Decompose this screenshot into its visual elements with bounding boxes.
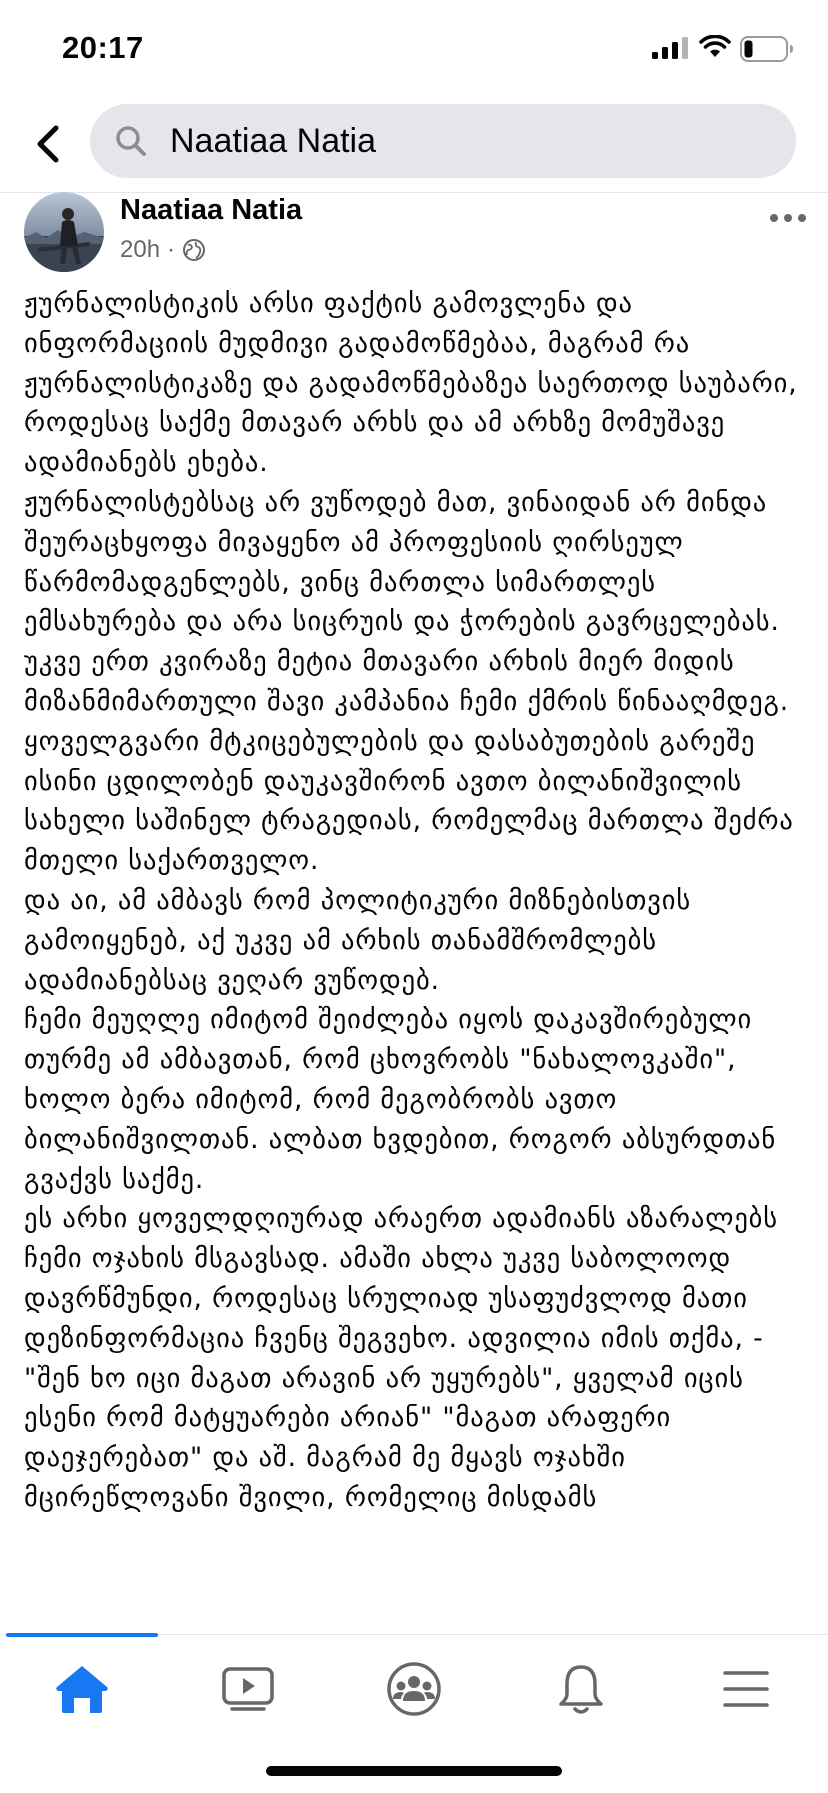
avatar-photo (24, 192, 104, 272)
menu-icon (722, 1669, 770, 1709)
chevron-left-icon (30, 118, 70, 170)
globe-icon (182, 238, 206, 262)
wifi-icon (699, 35, 731, 59)
post-author-name[interactable]: Naatiaa Natia (120, 194, 303, 226)
search-header (0, 96, 828, 193)
post-time[interactable]: 20h (120, 236, 161, 263)
more-horizontal-icon (768, 208, 808, 228)
battery-icon (740, 36, 794, 62)
notifications-icon (557, 1662, 605, 1716)
tab-watch[interactable] (212, 1659, 284, 1719)
status-bar (0, 0, 828, 96)
home-icon (54, 1663, 110, 1715)
back-button[interactable] (30, 118, 70, 170)
post-paragraph: უკვე ერთ კვირაზე მეტია მთავარი არხის მიერ მიდის მიზანმიმართული შავი კამპანია ჩემი ქმრის წინააღმდეგ. ყოველგვარი მტკიცებულების და დასაბუთების გარეშე ისინი ცდილობენ დაუკავშირონ ავთო ბილანიშვილის სახელი საშინელ ტრაგედიას, რომელმაც მართლა შეძრა მთელი საქართველო. (24, 646, 794, 877)
post-paragraph: ეს არხი ყოველდღიურად არაერთ ადამიანს აზარალებს ჩემი ოჯახის მსგავსად. ამაში ახლა უკვე საბოლოოდ დავრწმუნდი, როდესაც სრულიად უსაფუძვლოდ მათი დეზინფორმაცია ჩვენც შეგვეხო. ადვილია იმის თქმა, - "შენ ხო იცი მაგათ არავინ არ უყურებს", ყველამ იცის ესენი რომ მატყუარები არიან" "მაგათ არაფერი დაეჯერებათ" და აშ. მაგრამ მე მყავს ოჯახში მცირეწლოვანი შვილი, რომელიც მისდამს (24, 1203, 779, 1513)
active-tab-indicator (6, 1633, 158, 1637)
status-time: 20:17 (62, 30, 144, 65)
post-meta (120, 236, 206, 264)
tab-notifications[interactable] (545, 1659, 617, 1719)
author-avatar[interactable] (24, 192, 104, 272)
tab-menu[interactable] (710, 1659, 782, 1719)
watch-icon (222, 1667, 274, 1711)
post-header (0, 192, 828, 274)
home-indicator-bar (266, 1766, 562, 1776)
post-body (24, 284, 814, 1634)
post-paragraph: ჟურნალისტებსაც არ ვუწოდებ მათ, ვინაიდან არ მინდა შეურაცხყოფა მივაყენო ამ პროფესიის ღირსეულ წარმომადგენლებს, ვინც მართლა სიმართლეს ემსახურება და არა სიცრუის და ჭორების გავრცელებას. (24, 486, 780, 638)
post-paragraph: ჟურნალისტიკის არსი ფაქტის გამოვლენა და ინფორმაციის მუდმივი გადამოწმებაა, მაგრამ რა ჟურნალისტიკაზე და გადამოწმებაზეა საერთოდ საუბარი, როდესაც საქმე მთავარ არხს და ამ არხზე მომუშავე ადამიანებს ეხება. (24, 288, 798, 479)
cellular-signal-icon (652, 37, 690, 59)
search-query-text: Naatiaa Natia (170, 122, 377, 160)
search-icon (114, 124, 148, 158)
post-paragraph: ჩემი მეუღლე იმიტომ შეიძლება იყოს დაკავშირებული თურმე ამ ამბავთან, რომ ცხოვრობს "ნახალოვკაში", ხოლო ბერა იმიტომ, რომ მეგობრობს ავთო ბილანიშვილთან. ალბათ ხვდებით, როგორ აბსურდთან გვაქვს საქმე. (24, 1004, 777, 1195)
post-more-button[interactable] (768, 208, 808, 228)
search-field[interactable] (90, 104, 796, 178)
tab-groups[interactable] (378, 1659, 450, 1719)
groups-icon (386, 1661, 442, 1717)
meta-separator: · (167, 236, 176, 263)
tab-home[interactable] (46, 1659, 118, 1719)
post-paragraph: და აი, ამ ამბავს რომ პოლიტიკური მიზნებისთვის გამოიყენებ, აქ უკვე ამ არხის თანამშრომლებს ადამიანებსაც ვეღარ ვუწოდებ. (24, 884, 692, 996)
